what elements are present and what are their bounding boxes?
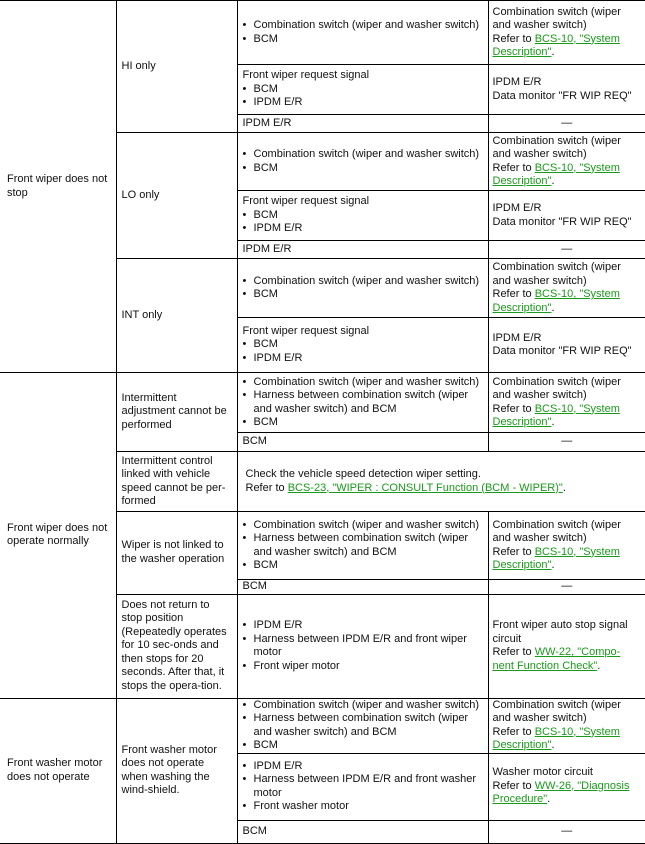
cause-item: • BCM bbox=[243, 416, 483, 430]
cause-cell bbox=[237, 698, 488, 753]
cause-list bbox=[243, 519, 483, 573]
reference-text: IPDM E/R Data monitor "FR WIP REQ" bbox=[492, 331, 632, 357]
reference-cell bbox=[488, 191, 645, 241]
reference-cell bbox=[488, 820, 645, 843]
cause-list bbox=[243, 376, 483, 430]
condition-text: HI only bbox=[121, 59, 156, 72]
reference-text: IPDM E/R Data monitor "FR WIP REQ" bbox=[492, 202, 632, 228]
reference-link[interactable]: BCS-23, "WIPER : CONSULT Function (BCM - WIPER)" bbox=[287, 481, 563, 494]
reference-link[interactable]: BCS-10, "System Description" bbox=[492, 725, 620, 751]
cause-cell bbox=[237, 65, 488, 115]
symptom-cell bbox=[0, 698, 116, 843]
reference-cell bbox=[488, 753, 645, 820]
cause-cell bbox=[237, 133, 488, 191]
reference-text: Combination switch (wiper and washer switch) bbox=[492, 134, 621, 160]
cause-cell bbox=[237, 1, 488, 65]
cause-title: IPDM E/R bbox=[242, 116, 292, 129]
cause-item: • BCM bbox=[243, 162, 483, 176]
cause-item: • Combination switch (wiper and washer switch) bbox=[243, 275, 483, 289]
table-row bbox=[0, 1, 645, 65]
condition-cell bbox=[116, 698, 237, 843]
reference-text: Combination switch (wiper and washer switch) bbox=[492, 261, 621, 287]
reference-text: — bbox=[561, 116, 573, 129]
cause-title: BCM bbox=[242, 580, 267, 592]
reference-cell bbox=[488, 698, 645, 753]
cause-item: • Harness between combination switch (wiper and washer switch) and BCM bbox=[243, 712, 483, 739]
cause-cell bbox=[237, 241, 488, 259]
symptom-cell bbox=[0, 1, 116, 373]
cause-cell bbox=[237, 580, 488, 595]
cause-item: • Combination switch (wiper and washer switch) bbox=[243, 19, 483, 33]
reference-line bbox=[493, 646, 621, 672]
cause-cell bbox=[237, 373, 488, 433]
cause-list bbox=[243, 83, 483, 110]
reference-cell bbox=[488, 241, 645, 259]
reference-line bbox=[246, 482, 566, 494]
reference-suffix: . bbox=[597, 659, 601, 672]
cause-list bbox=[243, 275, 483, 302]
cause-item: • BCM bbox=[243, 209, 483, 223]
cause-item: • BCM bbox=[243, 338, 483, 352]
reference-text: Front wiper auto stop signal circuit bbox=[492, 619, 628, 645]
condition-cell bbox=[116, 259, 237, 373]
symptom-text: Front washer motor does not operate bbox=[7, 757, 103, 783]
reference-suffix: . bbox=[551, 559, 555, 571]
reference-text: — bbox=[561, 580, 573, 592]
table-row bbox=[0, 373, 645, 433]
cause-cell bbox=[237, 433, 488, 452]
refer-to-label: Refer to bbox=[492, 402, 535, 415]
merged-text: Check the vehicle speed detection wiper setting. bbox=[245, 468, 481, 480]
cause-list bbox=[243, 338, 483, 365]
reference-line bbox=[493, 403, 620, 429]
reference-cell bbox=[488, 65, 645, 115]
cause-item: • IPDM E/R bbox=[243, 619, 483, 633]
cause-title: BCM bbox=[242, 824, 267, 837]
symptom-text: Front wiper does not operate normally bbox=[7, 521, 108, 548]
reference-link[interactable]: BCS-10, "System Description" bbox=[492, 288, 620, 314]
reference-suffix: . bbox=[547, 793, 551, 806]
reference-link[interactable]: BCS-10, "System Description" bbox=[492, 161, 620, 187]
cause-cell bbox=[237, 259, 488, 318]
cause-title: Front wiper request signal bbox=[242, 69, 370, 82]
reference-suffix: . bbox=[551, 46, 555, 58]
cause-item: • BCM bbox=[243, 559, 483, 573]
cause-item: • BCM bbox=[243, 739, 483, 753]
condition-cell bbox=[116, 1, 237, 133]
refer-to-label: Refer to bbox=[492, 646, 535, 658]
reference-cell bbox=[488, 259, 645, 318]
cause-item: • Combination switch (wiper and washer switch) bbox=[243, 519, 483, 533]
refer-to-label: Refer to bbox=[492, 725, 535, 738]
cause-item: • Combination switch (wiper and washer switch) bbox=[243, 148, 483, 162]
symptom-cell bbox=[0, 373, 116, 699]
reference-line bbox=[493, 780, 630, 806]
reference-cell bbox=[488, 433, 645, 452]
reference-link[interactable]: BCS-10, "System Description" bbox=[492, 402, 620, 428]
cause-item: • Front washer motor bbox=[243, 800, 483, 814]
condition-cell bbox=[116, 594, 237, 698]
cause-list bbox=[243, 209, 483, 236]
reference-text: Combination switch (wiper and washer switch) bbox=[492, 5, 621, 31]
reference-suffix: . bbox=[551, 175, 555, 187]
cause-item: • IPDM E/R bbox=[243, 760, 483, 774]
reference-cell bbox=[488, 512, 645, 580]
reference-link[interactable]: BCS-10, "System Description" bbox=[492, 32, 620, 58]
reference-text: Washer motor circuit bbox=[492, 766, 593, 779]
reference-line bbox=[493, 33, 620, 59]
condition-cell bbox=[116, 452, 237, 512]
cause-list bbox=[243, 619, 483, 673]
reference-line bbox=[493, 288, 620, 314]
refer-to-label: Refer to bbox=[492, 779, 535, 792]
reference-suffix: . bbox=[562, 481, 566, 494]
cause-list bbox=[243, 19, 483, 46]
cause-item: • IPDM E/R bbox=[243, 96, 483, 110]
reference-suffix: . bbox=[551, 416, 555, 428]
condition-cell bbox=[116, 133, 237, 259]
cause-item: • BCM bbox=[243, 83, 483, 97]
cause-title: BCM bbox=[242, 435, 267, 448]
cause-cell bbox=[237, 191, 488, 241]
cause-cell bbox=[237, 115, 488, 133]
cause-item: • Combination switch (wiper and washer switch) bbox=[243, 376, 483, 390]
condition-text: Does not return to stop position (Repeatedly operates for 10 sec-onds and then stops for 20 seconds. After that, it stops the opera-tion. bbox=[121, 598, 227, 692]
reference-cell bbox=[488, 115, 645, 133]
cause-cell bbox=[237, 594, 488, 698]
reference-link[interactable]: WW-26, "Diagnosis Procedure" bbox=[492, 779, 630, 806]
condition-cell bbox=[116, 512, 237, 595]
reference-line bbox=[493, 546, 620, 572]
refer-to-label: Refer to bbox=[492, 32, 535, 45]
cause-title: Front wiper request signal bbox=[242, 195, 370, 208]
reference-cell bbox=[488, 580, 645, 595]
cause-item: • Harness between IPDM E/R and front wiper motor bbox=[243, 633, 483, 660]
condition-text: Intermittent adjustment cannot be performed bbox=[121, 391, 227, 431]
reference-cell bbox=[488, 133, 645, 191]
reference-cell bbox=[488, 594, 645, 698]
reference-cell bbox=[488, 318, 645, 373]
refer-to-label: Refer to bbox=[492, 288, 535, 300]
reference-line bbox=[493, 162, 620, 188]
cause-item: • BCM bbox=[243, 288, 483, 302]
reference-text: — bbox=[561, 435, 573, 448]
condition-text: Front washer motor does not operate when washing the wind-shield. bbox=[121, 743, 217, 796]
condition-text: INT only bbox=[121, 308, 163, 321]
reference-text: IPDM E/R Data monitor "FR WIP REQ" bbox=[492, 76, 632, 102]
cause-item: • Combination switch (wiper and washer switch) bbox=[243, 699, 483, 713]
reference-link[interactable]: BCS-10, "System Description" bbox=[492, 545, 620, 571]
cause-cell bbox=[237, 753, 488, 820]
cause-item: • IPDM E/R bbox=[243, 352, 483, 366]
reference-text: Combination switch (wiper and washer switch) bbox=[492, 518, 621, 544]
merged-cause-cell bbox=[237, 452, 645, 512]
cause-cell bbox=[237, 318, 488, 373]
cause-title: Front wiper request signal bbox=[242, 324, 370, 337]
condition-cell bbox=[116, 373, 237, 452]
cause-item: • BCM bbox=[243, 33, 483, 47]
reference-suffix: . bbox=[551, 739, 555, 751]
reference-suffix: . bbox=[551, 301, 555, 314]
cause-item: • IPDM E/R bbox=[243, 222, 483, 236]
cause-list bbox=[243, 760, 483, 814]
reference-line bbox=[493, 726, 620, 752]
condition-text: Wiper is not linked to the washer operation bbox=[121, 539, 225, 565]
symptom-text: Front wiper does not stop bbox=[7, 173, 108, 199]
cause-list bbox=[243, 699, 483, 753]
refer-to-label: Refer to bbox=[492, 545, 535, 558]
reference-link[interactable]: WW-22, "Compo-nent Function Check" bbox=[492, 646, 621, 672]
cause-cell bbox=[237, 820, 488, 843]
cause-item: • Harness between IPDM E/R and front washer motor bbox=[243, 773, 483, 800]
cause-cell bbox=[237, 512, 488, 580]
condition-text: Intermittent control linked with vehicle speed cannot be per-formed bbox=[121, 454, 226, 507]
cause-item: • Harness between combination switch (wiper and washer switch) and BCM bbox=[243, 389, 483, 416]
refer-to-label: Refer to bbox=[492, 161, 535, 174]
reference-text: — bbox=[561, 242, 573, 255]
reference-text: — bbox=[561, 824, 573, 837]
cause-item: • Harness between combination switch (wiper and washer switch) and BCM bbox=[243, 532, 483, 559]
cause-title: IPDM E/R bbox=[242, 242, 292, 255]
condition-text: LO only bbox=[121, 188, 160, 201]
table-row bbox=[0, 698, 645, 753]
refer-to-label: Refer to bbox=[245, 481, 288, 494]
cause-item: • Front wiper motor bbox=[243, 660, 483, 674]
cause-list bbox=[243, 148, 483, 175]
reference-cell bbox=[488, 1, 645, 65]
reference-cell bbox=[488, 373, 645, 433]
reference-text: Combination switch (wiper and washer switch) bbox=[492, 698, 621, 724]
reference-text: Combination switch (wiper and washer switch) bbox=[492, 375, 621, 401]
